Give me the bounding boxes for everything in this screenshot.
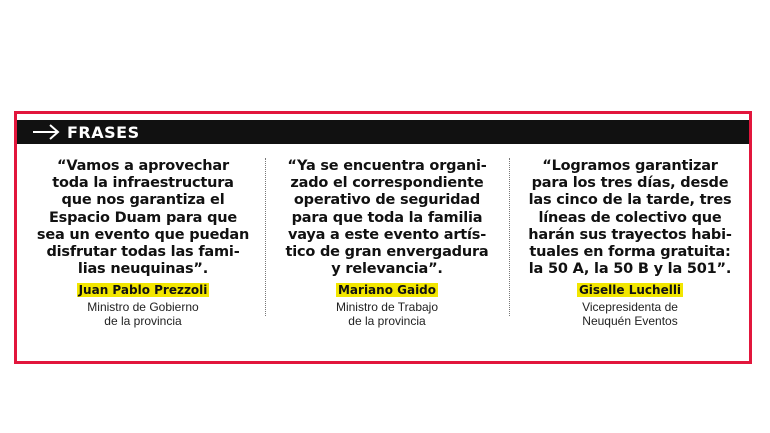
quote-text: “Ya se encuentra organi- zado el correspondiente operativo de seguridad para que toda la familia vaya a este evento artís- tico de gran envergadura y relevancia”. [285, 158, 489, 278]
column-divider [265, 158, 266, 316]
speaker-name: Mariano Gaido [337, 283, 437, 298]
arrow-right-icon [29, 120, 65, 144]
quote-text: “Vamos a aprovechar toda la infraestructura que nos garantiza el Espacio Duam para que sea un evento que puedan disfrutar todas las fami- lias neuquinas”. [36, 158, 250, 278]
column-divider [509, 158, 510, 316]
speaker-role: Vicepresidenta de Neuquén Eventos [582, 300, 678, 329]
quote-column [24, 158, 262, 358]
quote-column [269, 158, 505, 358]
quote-column [513, 158, 747, 358]
quote-text: “Logramos garantizar para los tres días, desde las cinco de la tarde, tres líneas de colectivo que harán sus trayectos habi- tuales en forma gratuita: la 50 A, la 50 B y la 501”. [528, 158, 732, 278]
speaker-role: Ministro de Gobierno de la provincia [87, 300, 199, 329]
speaker-name: Juan Pablo Prezzoli [78, 283, 208, 298]
header-bar [17, 120, 749, 144]
section-title: FRASES [67, 122, 140, 142]
frases-box [14, 111, 752, 364]
speaker-role: Ministro de Trabajo de la provincia [335, 300, 439, 329]
speaker-name: Giselle Luchelli [578, 283, 682, 298]
